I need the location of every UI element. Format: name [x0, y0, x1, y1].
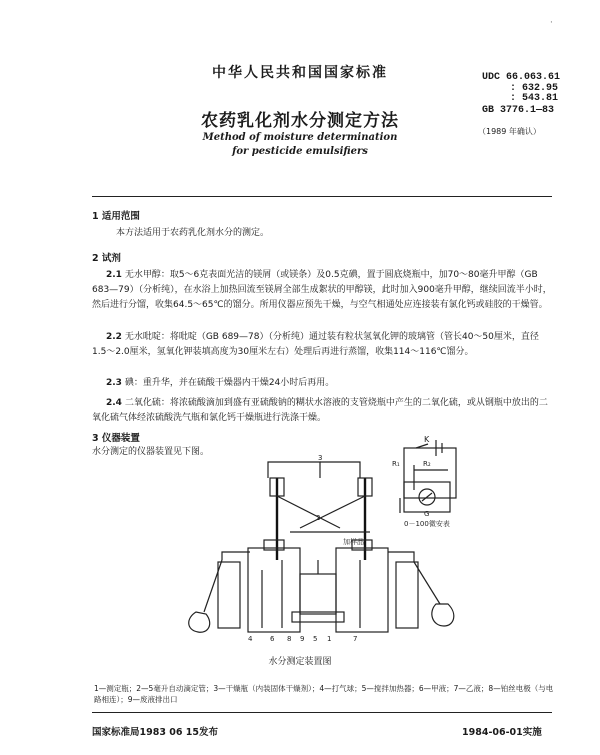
- footer-divider: [92, 712, 552, 713]
- udc-code-2: : 632.95: [510, 83, 559, 94]
- reagent-2-4: [92, 396, 552, 426]
- english-title-line2: for pesticide emulsifiers: [232, 146, 368, 157]
- section-1-text: 本方法适用于农药乳化剂水分的测定。: [116, 228, 270, 238]
- reagent-2-2: [92, 330, 552, 360]
- issue-date: 国家标准局1983 06 15发布: [92, 727, 218, 738]
- reagent-2-1-num: 2.1: [106, 270, 122, 280]
- section-1-heading: 1 适用范围: [92, 211, 140, 222]
- reagent-2-4-num: 2.4: [106, 398, 122, 408]
- effective-date: 1984-06-01实施: [462, 727, 542, 738]
- page-title: 农药乳化剂水分测定方法: [201, 111, 399, 131]
- reagent-2-2-text: 无水吡啶：将吡啶（GB 689—78）（分析纯）通过装有粒状氢氧化钾的玻璃管（管长40～50厘米，直径1.5～2.0厘米，氢氧化钾装填高度为30厘米左右）处理后再进行蒸馏，收集114～116℃馏分。: [92, 332, 539, 357]
- corner-mark: ·: [550, 18, 553, 28]
- section-2-heading: 2 试剂: [92, 253, 121, 264]
- section-3-heading: 3 仪器装置: [92, 433, 140, 444]
- left-drying-train: [189, 540, 300, 632]
- burette-assembly: [268, 462, 372, 560]
- figure-num-7: 7: [353, 635, 358, 643]
- confirm-note: （1989 年确认）: [478, 127, 541, 136]
- section-3-text: 水分测定的仪器装置见下图。: [92, 447, 210, 457]
- resistor-r2-label: R₂: [423, 460, 431, 468]
- titration-vessel: [292, 560, 344, 622]
- udc-code-3: : 543.81: [510, 93, 559, 104]
- reagent-2-3-num: 2.3: [106, 378, 122, 388]
- figure-num-9: 9: [300, 635, 305, 643]
- circuit-schematic: [400, 440, 456, 513]
- galvanometer-label: G: [424, 510, 430, 518]
- figure-num-2: 2: [316, 514, 321, 522]
- figure-num-1: 1: [327, 635, 332, 643]
- right-drying-train: [336, 540, 454, 632]
- sample-inlet-label: 加样品: [343, 538, 364, 546]
- figure-caption: 水分测定装置图: [268, 657, 332, 667]
- english-title-line1: Method of moisture determination: [202, 132, 398, 143]
- figure-legend: 1—测定瓶；2—5毫升自动滴定管；3—干燥瓶（内装固体干燥剂）；4—打气球；5—搅拌加热器；6—甲液；7—乙液；8—铂丝电极（与电路相连）；9—废液排出口: [94, 684, 554, 704]
- figure-num-5: 5: [313, 635, 318, 643]
- standard-body-title: 中华人民共和国国家标准: [212, 65, 388, 81]
- figure-num-6: 6: [270, 635, 275, 643]
- figure-num-4-left: 4: [248, 635, 253, 643]
- switch-label: K: [424, 435, 430, 444]
- figure-num-8: 8: [287, 635, 292, 643]
- figure-num-3-top: 3: [318, 454, 323, 462]
- meter-range-label: 0－100微安表: [404, 520, 450, 528]
- reagent-2-4-text: 二氧化硫：将浓硫酸滴加到盛有亚硫酸钠的糊状水溶液的支管烧瓶中产生的二氧化硫，或从钢瓶中放出的二氧化硫气体经浓硫酸洗气瓶和氯化钙干燥瓶进行洗涤干燥。: [92, 398, 548, 423]
- reagent-2-2-num: 2.2: [106, 332, 122, 342]
- reagent-2-1-text: 无水甲醇：取5～6克表面光洁的镁屑（或镁条）及0.5克碘，置于圆底烧瓶中，加70～80毫升甲醇（GB 683—79）（分析纯），在水浴上加热回流至镁屑全部生成絮状的甲醇镁，此时加入900毫升甲醇，继续回流半小时，然后进行分馏，收集64.5～65℃的馏分。所用仪器应预先干燥，与空气相通处应连接装有氯化钙或硅胶的干燥管。: [92, 270, 552, 310]
- header-divider: [92, 196, 552, 197]
- resistor-r1-label: R₁: [392, 460, 400, 468]
- reagent-2-3: [92, 376, 552, 391]
- reagent-2-3-text: 碘：重升华，并在硫酸干燥器内干燥24小时后再用。: [124, 378, 335, 388]
- reagent-2-1: [92, 268, 552, 313]
- gb-code: GB 3776.1—83: [482, 105, 555, 116]
- udc-code: UDC 66.063.61: [482, 72, 561, 83]
